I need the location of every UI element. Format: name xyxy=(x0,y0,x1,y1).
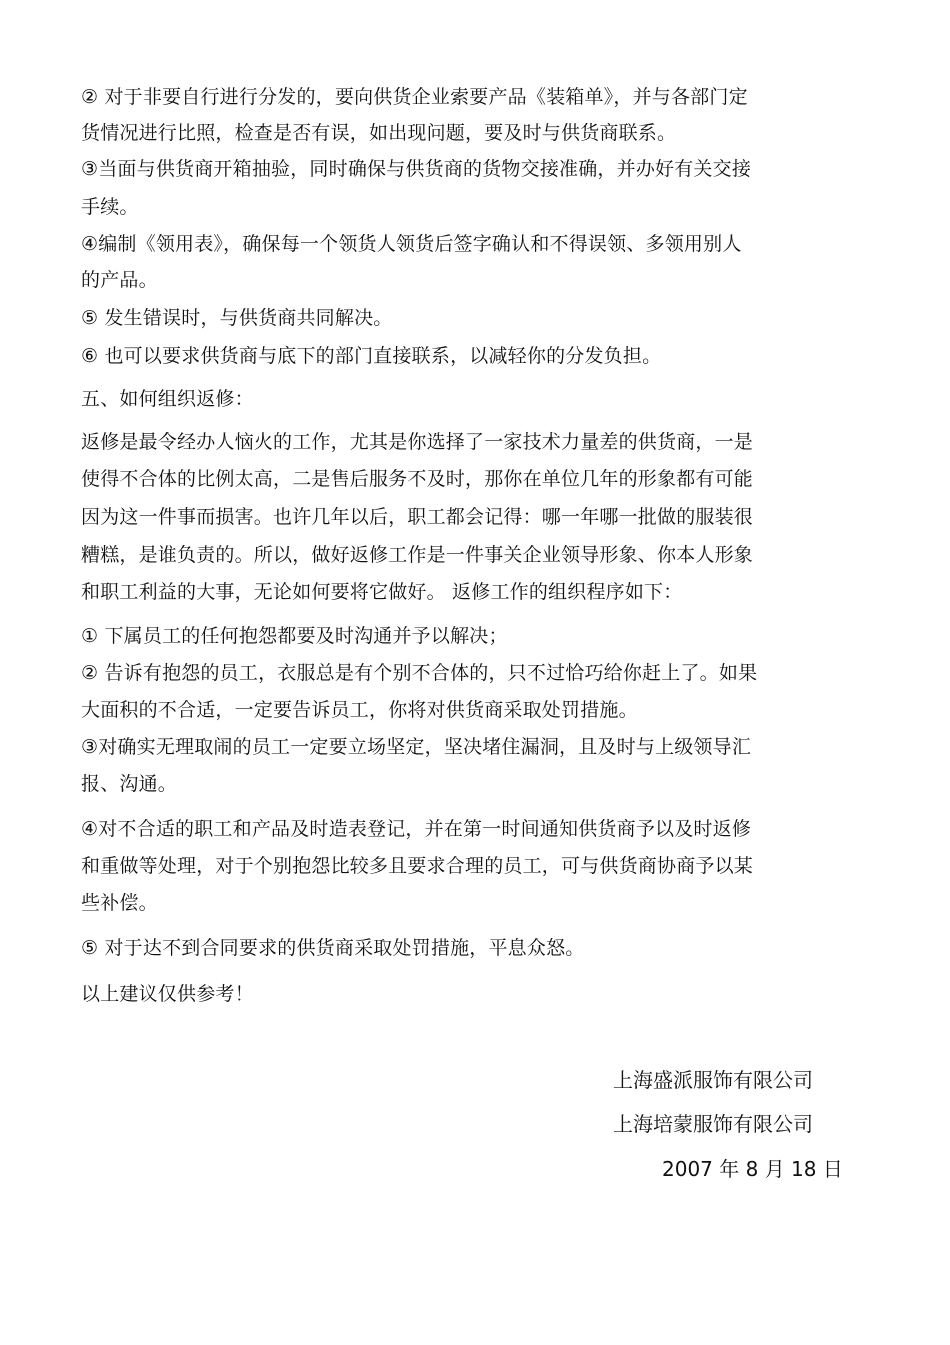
signature-date: 2007 年 8 月 18 日 xyxy=(662,1157,843,1181)
text-line: ① 下属员工的任何抱怨都要及时沟通并予以解决； xyxy=(81,625,508,647)
text-line: ③当面与供货商开箱抽验，同时确保与供货商的货物交接准确，并办好有关交接 xyxy=(81,158,752,180)
text-line: ③对确实无理取闹的员工一定要立场坚定，坚决堵住漏洞，且及时与上级领导汇 xyxy=(81,736,752,758)
text-line: 的产品。 xyxy=(81,269,158,291)
signature-company-2: 上海培蒙服饰有限公司 xyxy=(613,1112,813,1136)
text-line: 货情况进行比照，检查是否有误，如出现问题，要及时与供货商联系。 xyxy=(81,122,677,144)
closing-remark: 以上建议仅供参考！ xyxy=(81,983,254,1005)
text-line: ⑥ 也可以要求供货商与底下的部门直接联系，以减轻你的分发负担。 xyxy=(81,345,662,367)
text-line: ② 对于非要自行进行分发的，要向供货企业索要产品《装箱单》，并与各部门定 xyxy=(81,86,748,108)
text-line: 手续。 xyxy=(81,196,139,218)
text-line: 和职工利益的大事，无论如何要将它做好。 返修工作的组织程序如下： xyxy=(81,581,683,603)
text-line: 糟糕，是谁负责的。所以，做好返修工作是一件事关企业领导形象、你本人形象 xyxy=(81,544,754,566)
text-line: ⑤ 对于达不到合同要求的供货商采取处罚措施，平息众怒。 xyxy=(81,937,585,959)
section-heading: 五、如何组织返修： xyxy=(81,388,254,410)
text-line: 报、沟通。 xyxy=(81,773,178,795)
text-line: 和重做等处理，对于个别抱怨比较多且要求合理的员工，可与供货商协商予以某 xyxy=(81,855,754,877)
text-line: 些补偿。 xyxy=(81,892,158,914)
text-line: ② 告诉有抱怨的员工，衣服总是有个别不合体的，只不过恰巧给你赶上了。如果 xyxy=(81,662,758,684)
text-line: ④对不合适的职工和产品及时造表登记，并在第一时间通知供货商予以及时返修 xyxy=(81,818,752,840)
text-line: ④编制《领用表》，确保每一个领货人领货后签字确认和不得误领、多领用别人 xyxy=(81,233,742,255)
text-line: 使得不合体的比例太高，二是售后服务不及时，那你在单位几年的形象都有可能 xyxy=(81,468,754,490)
text-line: 大面积的不合适，一定要告诉员工，你将对供货商采取处罚措施。 xyxy=(81,699,638,721)
text-line: 返修是最令经办人恼火的工作，尤其是你选择了一家技术力量差的供货商，一是 xyxy=(81,431,754,453)
text-line: 因为这一件事而损害。也许几年以后，职工都会记得：哪一年哪一批做的服装很 xyxy=(81,506,754,528)
text-line: ⑤ 发生错误时，与供货商共同解决。 xyxy=(81,307,393,329)
signature-company-1: 上海盛派服饰有限公司 xyxy=(613,1068,813,1092)
